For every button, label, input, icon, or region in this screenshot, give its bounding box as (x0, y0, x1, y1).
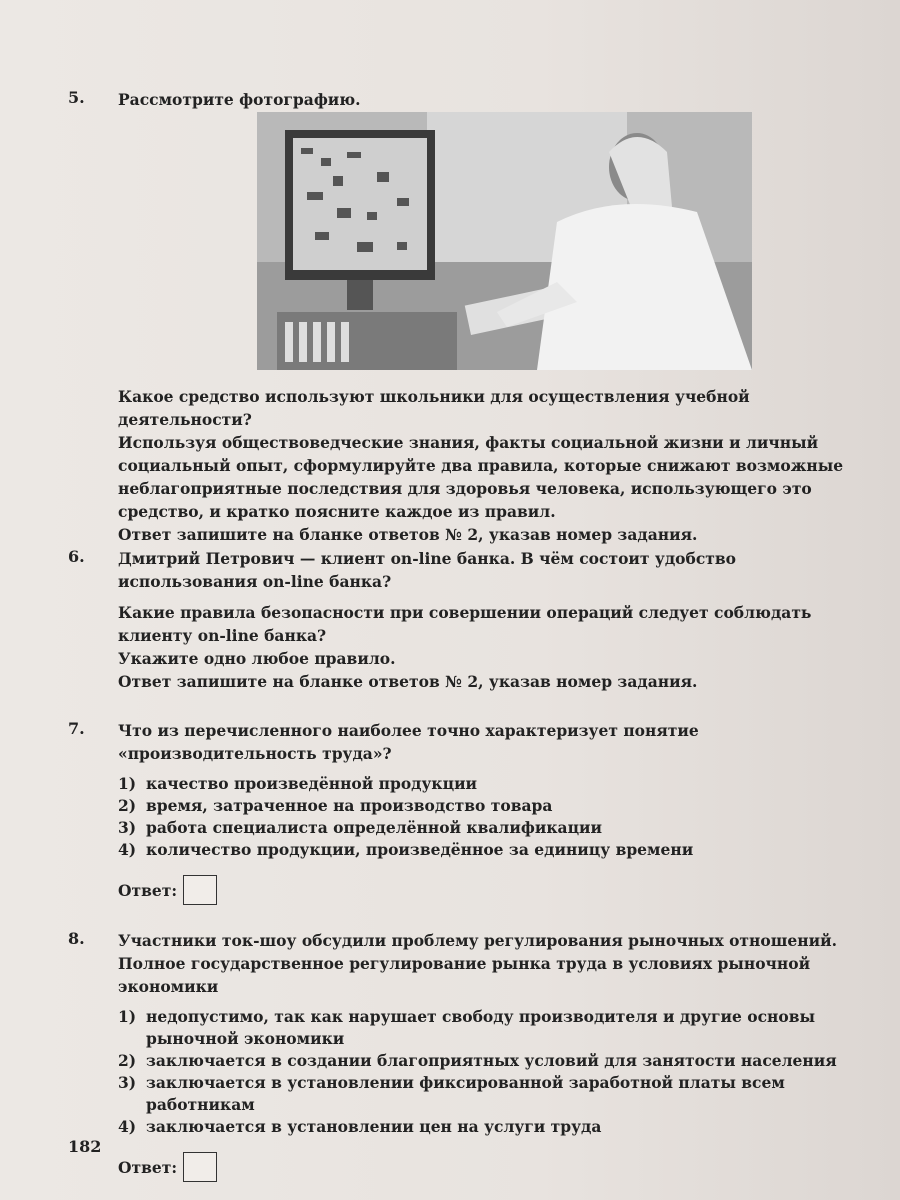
task-7 (68, 719, 868, 905)
task-instruction: Используя обществоведческие знания, факты социальной жизни и личный социальный опыт, сформулируйте два правила, которые снижают возможные неблагоприятные последствия для здоровья человека, использующего это средство, и кратко поясните каждое из правил. (118, 433, 844, 521)
task-number: 6. (68, 547, 85, 566)
task-number: 7. (68, 719, 85, 738)
answer-row (118, 1152, 868, 1182)
lab-photo (257, 112, 752, 370)
option-4: 4) количество продукции, произведённое за единицу времени (118, 840, 694, 859)
task-5 (68, 88, 868, 111)
task-instruction: Укажите одно любое правило. (118, 649, 396, 668)
task-question: Что из перечисленного наиболее точно характеризует понятие «производительность труда»? (118, 721, 699, 763)
task-number: 8. (68, 929, 85, 948)
task-question: Участники ток-шоу обсудили проблему регулирования рыночных отношений. Полное государственное регулирование рынка труда в условиях рыночной экономики (118, 931, 837, 996)
task-prompt: Рассмотрите фотографию. (118, 90, 361, 109)
answer-box[interactable] (183, 875, 217, 905)
answer-row (118, 875, 868, 905)
option-2: 2) время, затраченное на производство товара (118, 796, 553, 815)
answer-label: Ответ: (118, 880, 178, 900)
page-number: 182 (68, 1137, 102, 1156)
option-1: 1) недопустимо, так как нарушает свободу производителя и другие основы рыночной экономики (118, 1007, 816, 1048)
task-6 (68, 547, 868, 693)
option-4: 4) заключается в установлении цен на услуги труда (118, 1117, 602, 1136)
lab-photo-image (257, 112, 752, 370)
task-8 (68, 929, 868, 1182)
task-question-2: Какие правила безопасности при совершении операций следует соблюдать клиенту on-line банка? (118, 603, 812, 645)
answer-label: Ответ: (118, 1157, 178, 1177)
option-1: 1) качество произведённой продукции (118, 774, 478, 793)
task-answer-instruction: Ответ запишите на бланке ответов № 2, указав номер задания. (118, 525, 698, 544)
answer-box[interactable] (183, 1152, 217, 1182)
task-5-text (68, 385, 868, 546)
option-3: 3) заключается в установлении фиксированной заработной платы всем работникам (118, 1073, 785, 1114)
task-question: Дмитрий Петрович — клиент on-line банка. В чём состоит удобство использования on-line банка? (118, 549, 736, 591)
task-number: 5. (68, 88, 85, 107)
option-2: 2) заключается в создании благоприятных условий для занятости населения (118, 1051, 837, 1070)
option-3: 3) работа специалиста определённой квалификации (118, 818, 603, 837)
task-question: Какое средство используют школьники для осуществления учебной деятельности? (118, 387, 750, 429)
task-answer-instruction: Ответ запишите на бланке ответов № 2, указав номер задания. (118, 672, 698, 691)
